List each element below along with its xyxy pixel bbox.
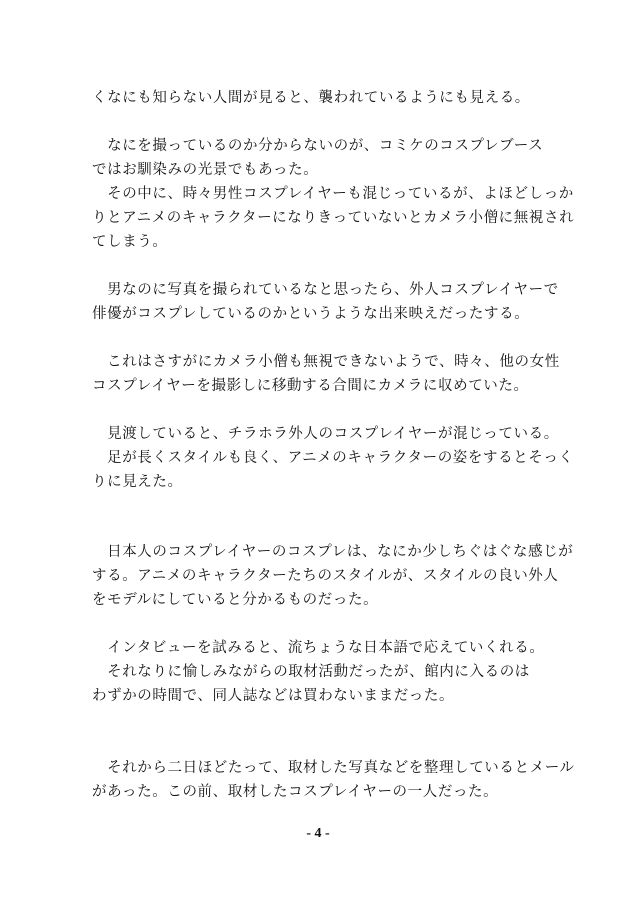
text-line: ではお馴染みの光景でもあった。 <box>92 162 319 178</box>
text-line: りに見えた。 <box>92 474 183 490</box>
page-number: - 4 - <box>306 826 330 841</box>
text-line: インタビューを試みると、流ちょうな日本語で応えていくれる。 <box>92 640 545 656</box>
text-line: それから二日ほどたって、取材した写真などを整理しているとメール <box>92 760 575 776</box>
text-line: 足が長くスタイルも良く、アニメのキャラクターの姿をするとそっく <box>92 450 574 466</box>
text-line: 見渡していると、チラホラ外人のコスプレイヤーが混じっている。 <box>92 426 559 442</box>
text-line: 日本人のコスプレイヤーのコスプレは、なにか少しちぐはぐな感じが <box>92 544 574 560</box>
text-line: りとアニメのキャラクターになりきっていないとカメラ小僧に無視され <box>92 210 575 226</box>
text-line: コスプレイヤーを撮影しに移動する合間にカメラに収めていた。 <box>92 378 529 394</box>
text-line: その中に、時々男性コスプレイヤーも混じっているが、よほどしっか <box>92 186 574 202</box>
text-line: 男なのに写真を撮られているなと思ったら、外人コスプレイヤーで <box>92 282 559 298</box>
text-line: くなにも知らない人間が見ると、襲われているようにも見える。 <box>92 90 530 106</box>
text-line: 俳優がコスプレしているのかというような出来映えだったする。 <box>92 306 530 322</box>
text-line: わずかの時間で、同人誌などは買わないままだった。 <box>92 688 455 704</box>
text-line: これはさすがにカメラ小僧も無視できないようで、時々、他の女性 <box>92 354 560 370</box>
text-line: する。アニメのキャラクターたちのスタイルが、スタイルの良い外人 <box>92 568 559 584</box>
text-line: それなりに愉しみながらの取材活動だったが、館内に入るのは <box>92 664 530 680</box>
text-line: があった。この前、取材したコスプレイヤーの一人だった。 <box>92 784 499 800</box>
text-line: なにを撮っているのか分からないのが、コミケのコスプレブース <box>92 138 544 154</box>
text-line: をモデルにしていると分かるものだった。 <box>92 592 379 608</box>
text-line: てしまう。 <box>92 234 168 250</box>
